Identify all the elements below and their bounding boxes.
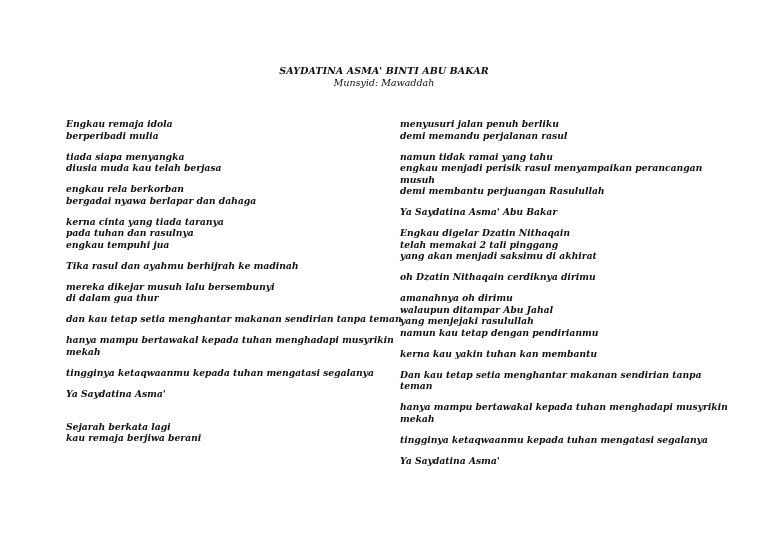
lyric-line: yang akan menjadi saksimu di akhirat — [400, 251, 597, 262]
lyric-stanza — [400, 402, 730, 425]
lyric-line: tingginya ketaqwaanmu kepada tuhan mengatasi segalanya — [400, 434, 708, 446]
lyric-stanza — [400, 435, 730, 447]
lyric-line: Engkau digelar Dzatin Nithaqain — [400, 228, 571, 239]
lyric-line: engkau rela berkorban — [66, 184, 184, 195]
lyric-line: Ya Saydatina Asma' — [66, 388, 166, 400]
lyric-line: Dan kau tetap setia menghantar makanan sendirian tanpa teman — [400, 369, 702, 392]
lyric-line: berperibadi mulia — [66, 130, 159, 142]
lyric-line: Ya Saydatina Asma' Abu Bakar — [400, 207, 558, 218]
lyric-line: walaupun ditampar Abu Jahal — [400, 304, 554, 316]
lyric-line: telah memakai 2 tali pinggang — [400, 239, 559, 251]
lyric-stanza — [400, 152, 730, 198]
lyric-stanza — [66, 119, 416, 142]
lyric-line: tingginya ketaqwaanmu kepada tuhan mengatasi segalanya — [66, 367, 374, 379]
lyric-stanza — [400, 207, 730, 219]
lyric-line: Ya Saydatina Asma' — [400, 455, 500, 467]
lyric-line: namun tidak ramai yang tahu — [400, 151, 553, 163]
lyric-line: kau remaja berjiwa berani — [66, 433, 202, 444]
lyric-line: amanahnya oh dirimu — [400, 293, 513, 304]
lyric-line: pada tuhan dan rasulnya — [66, 228, 194, 239]
lyric-line: bergadai nyawa berlapar dan dahaga — [66, 195, 257, 207]
lyric-line: menyusuri jalan penuh berliku — [400, 119, 559, 130]
lyric-line: di dalam gua thur — [66, 293, 159, 304]
lyric-stanza — [400, 293, 730, 339]
lyric-line: tiada siapa menyangka — [66, 151, 185, 163]
lyric-line: kerna cinta yang tiada taranya — [66, 216, 224, 228]
lyric-stanza — [66, 184, 416, 207]
lyric-line: Tika rasul dan ayahmu berhijrah ke madinah — [66, 260, 299, 272]
lyric-line: namun kau tetap dengan pendirianmu — [400, 327, 599, 339]
lyric-stanza — [400, 228, 730, 263]
lyric-stanza — [66, 282, 416, 305]
lyric-line: diusia muda kau telah berjasa — [66, 163, 222, 174]
lyric-stanza — [66, 261, 416, 273]
lyric-line: Sejarah berkata lagi — [66, 421, 171, 433]
lyric-stanza — [66, 422, 416, 445]
lyric-line: engkau menjadi perisik rasul menyampaikan perancangan musuh — [400, 163, 703, 186]
lyric-stanza — [400, 370, 730, 393]
lyric-stanza — [66, 217, 416, 252]
lyric-line: hanya mampu bertawakal kepada tuhan menghadapi musyrikin mekah — [400, 402, 728, 425]
lyric-stanza — [66, 152, 416, 175]
document-subtitle: Munsyid: Mawaddah — [333, 78, 435, 89]
lyric-stanza — [400, 349, 730, 361]
lyric-stanza — [400, 456, 730, 468]
lyric-line: demi membantu perjuangan Rasulullah — [400, 186, 605, 197]
lyric-stanza — [400, 119, 730, 142]
lyric-line: kerna kau yakin tuhan kan membantu — [400, 348, 598, 360]
lyric-line: Engkau remaja idola — [66, 119, 173, 130]
lyric-line: oh Dzatin Nithaqain cerdiknya dirimu — [400, 272, 596, 283]
lyrics-left-column — [66, 119, 416, 454]
lyric-stanza — [66, 389, 416, 401]
lyric-line: mereka dikejar musuh lalu bersembunyi — [66, 281, 275, 293]
stanza-spacer — [66, 410, 416, 422]
lyric-line: hanya mampu bertawakal kepada tuhan menghadapi musyrikin mekah — [66, 335, 394, 358]
lyric-line: engkau tempuhi jua — [66, 239, 170, 251]
lyric-line: demi memandu perjalanan rasul — [400, 130, 568, 142]
lyric-stanza — [400, 272, 730, 284]
lyric-line: dan kau tetap setia menghantar makanan sendirian tanpa teman — [66, 314, 402, 325]
document-title: SAYDATINA ASMA' BINTI ABU BAKAR — [279, 66, 489, 77]
lyric-stanza — [66, 335, 416, 358]
lyric-line: yang menjejaki rasulullah — [400, 316, 534, 327]
lyric-stanza — [66, 314, 416, 326]
lyrics-right-column — [400, 119, 730, 477]
lyric-stanza — [66, 368, 416, 380]
